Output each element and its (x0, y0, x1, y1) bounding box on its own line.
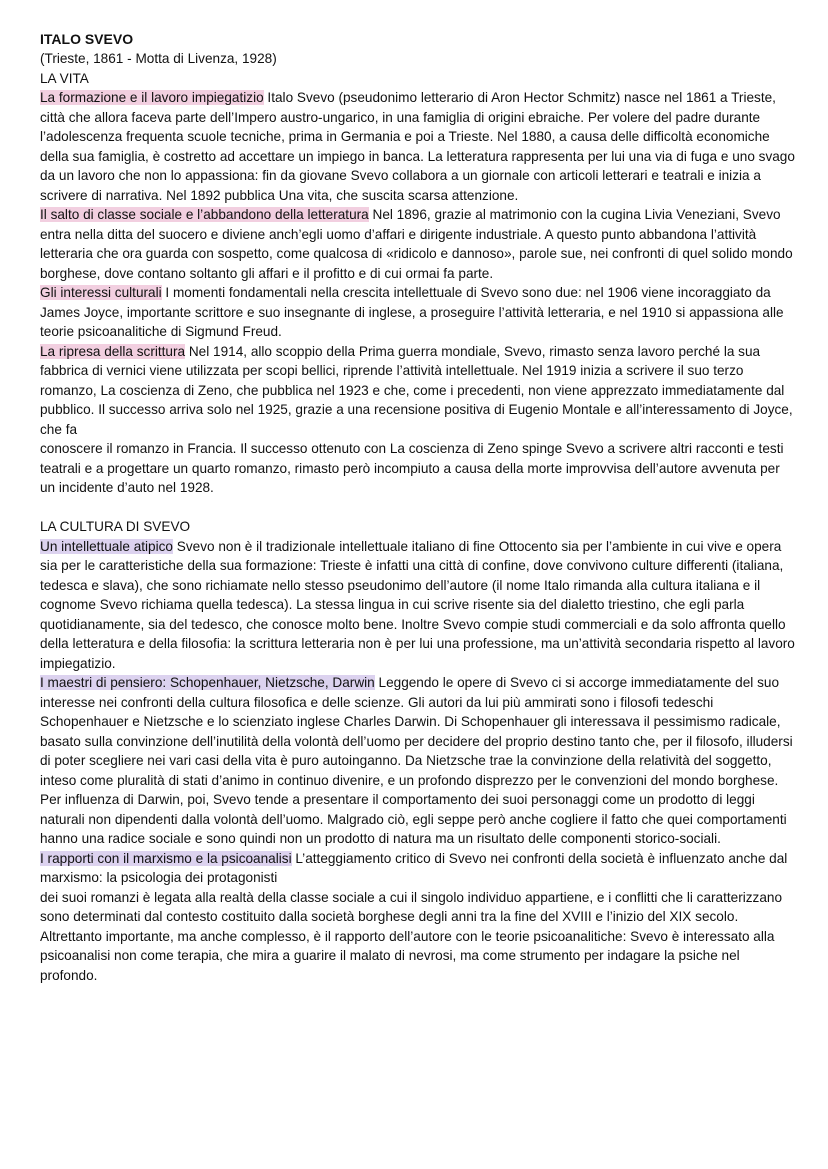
author-dates: (Trieste, 1861 - Motta di Livenza, 1928) (40, 51, 277, 66)
highlight-formazione: La formazione e il lavoro impiegatizio (40, 90, 264, 105)
paragraph-continuation-la-vita: conoscere il romanzo in Francia. Il successo ottenuto con La coscienza di Zeno spinge Svevo a scrivere altri racconti e testi teatrali e a progettare un quarto romanzo, rimasto però incompiuto a causa della morte improvvisa dell’autore avvenuta per un incidente d’auto nel 1928. (40, 441, 784, 495)
highlight-marxismo-psicoanalisi: I rapporti con il marxismo e la psicoanalisi (40, 850, 292, 866)
paragraph-salto-di-classe (40, 205, 798, 283)
paragraph-text: L’atteggiamento critico di Svevo nei confronti della società è influenzato anche dal marxismo: la psicologia dei protagonisti (40, 850, 788, 885)
document-title: ITALO SVEVO (40, 31, 134, 47)
paragraph-text: Nel 1914, allo scoppio della Prima guerra mondiale, Svevo, rimasto senza lavoro perché la sua fabbrica di vernici viene utilizzata per scopi bellici, riprende l’attività intellettuale. Nel 1919 inizia a scrivere il suo terzo romanzo, La coscienza di Zeno, che pubblica nel 1923 e che, come i precedenti, non viene apprezzato immediatamente dal pubblico. Il successo arriva solo nel 1925, grazie a una recensione positiva di Eugenio Montale e all’interessamento di Joyce, che fa (40, 343, 793, 437)
highlight-intellettuale-atipico: Un intellettuale atipico (40, 538, 173, 554)
paragraph-maestri-di-pensiero (40, 673, 798, 849)
paragraph-marxismo-psicoanalisi (40, 849, 798, 888)
paragraph-text: Svevo non è il tradizionale intellettuale italiano di fine Ottocento sia per l’ambiente in cui vive e opera sia per le caratteristiche della sua formazione: Trieste è infatti una città di confine, dove convivono culture differenti (italiana, tedesca e slava), che sono richiamate nello stesso pseudonimo dell’autore (il nome Italo rimanda alla cultura italiana e il cognome Svevo richiama quella tedesca). La stessa lingua in cui scrive risente sia del dialetto triestino, che egli parla quotidianamente, sia del tedesco, che conosce molto bene. Inoltre Svevo compie studi commerciali e da solo affronta quello della letteratura e della filosofia: la scrittura letteraria non è per lui una professione, ma un’attività secondaria rispetto al lavoro impiegatizio. (40, 538, 795, 671)
section-heading-cultura: LA CULTURA DI SVEVO (40, 519, 191, 534)
paragraph-text: Nel 1896, grazie al matrimonio con la cugina Livia Veneziani, Svevo entra nella ditta del suocero e diviene anch’egli uomo d’affari e dirigente industriale. A questo punto abbandona l’attività letteraria che ora guarda con sospetto, come qualcosa di «ridicolo e dannoso», parole sue, nei confronti di quel solido mondo borghese, dove contano soltanto gli affari e il profitto e di cui ormai fa parte. (40, 207, 793, 281)
paragraph-ripresa-scrittura (40, 342, 798, 440)
highlight-ripresa-scrittura: La ripresa della scrittura (40, 343, 186, 359)
section-heading-la-vita: LA VITA (40, 70, 89, 86)
section-spacer (40, 498, 798, 518)
highlight-salto-di-classe: Il salto di classe sociale e l’abbandono della letteratura (40, 207, 369, 222)
paragraph-continuation-cultura: dei suoi romanzi è legata alla realtà della classe sociale a cui il singolo individuo appartiene, e i conflitti che li caratterizzano sono determinati dal contesto costituito dalla società borghese degli anni tra la fine del XVIII e l’inizio del XIX secolo. Altrettanto importante, ma anche complesso, è il rapporto dell’autore con le teorie psicoanalitiche: Svevo è interessato alla psicoanalisi non come terapia, che mira a guarire il malato di nevrosi, ma come strumento per indagare la psiche nel profondo. (40, 889, 783, 983)
paragraph-interessi-culturali (40, 283, 798, 342)
highlight-interessi-culturali: Gli interessi culturali (40, 285, 162, 300)
paragraph-text: Italo Svevo (pseudonimo letterario di Aron Hector Schmitz) nasce nel 1861 a Trieste, città che allora faceva parte dell’Impero austro-ungarico, in una famiglia di origini ebraiche. Per volere del padre durante l’adolescenza frequenta scuole tecniche, prima in Germania e poi a Trieste. Nel 1880, a causa delle difficoltà economiche della sua famiglia, è costretto ad accettare un impiego in banca. La letteratura rappresenta per lui una via di fuga e uno svago da un lavoro che non lo appassiona: fin da giovane Svevo collabora a un giornale con articoli letterari e teatrali e inizia a scrivere di narrativa. Nel 1892 pubblica Una vita, che suscita scarsa attenzione. (40, 90, 795, 203)
paragraph-text: I momenti fondamentali nella crescita intellettuale di Svevo sono due: nel 1906 viene incoraggiato da James Joyce, importante scrittore e suo insegnante di inglese, a proseguire l’attività letteraria, e nel 1910 si appassiona alle teorie psicoanalitiche di Sigmund Freud. (40, 285, 784, 339)
paragraph-intellettuale-atipico (40, 537, 798, 674)
paragraph-formazione (40, 88, 798, 205)
paragraph-text: Leggendo le opere di Svevo ci si accorge immediatamente del suo interesse nei confronti della cultura filosofica e delle scienze. Gli autori da lui più ammirati sono i filosofi tedeschi Schopenhauer e Nietzsche e lo scienziato inglese Charles Darwin. Di Schopenhauer gli interessava il pessimismo radicale, basato sulla convinzione dell’inutilità della volontà dell’uomo per decidere del proprio destino tanto che, per il filosofo, illudersi di poter scegliere nei vari casi della vita è puro autoinganno. Da Nietzsche trae la convinzione della relatività del soggetto, inteso come pluralità di stati d’animo in continuo divenire, e un profondo disprezzo per le convenzioni del mondo borghese. Per influenza di Darwin, poi, Svevo tende a presentare il comportamento dei suoi personaggi come un prodotto di leggi naturali non dipendenti dalla volontà dell’uomo. Malgrado ciò, egli seppe però anche cogliere il fatto che quei comportamenti hanno una radice sociale e sono quindi non un prodotto di natura ma un risultato delle componenti storico-sociali. (40, 675, 793, 846)
highlight-maestri-di-pensiero: I maestri di pensiero: Schopenhauer, Nietzsche, Darwin (40, 675, 375, 690)
